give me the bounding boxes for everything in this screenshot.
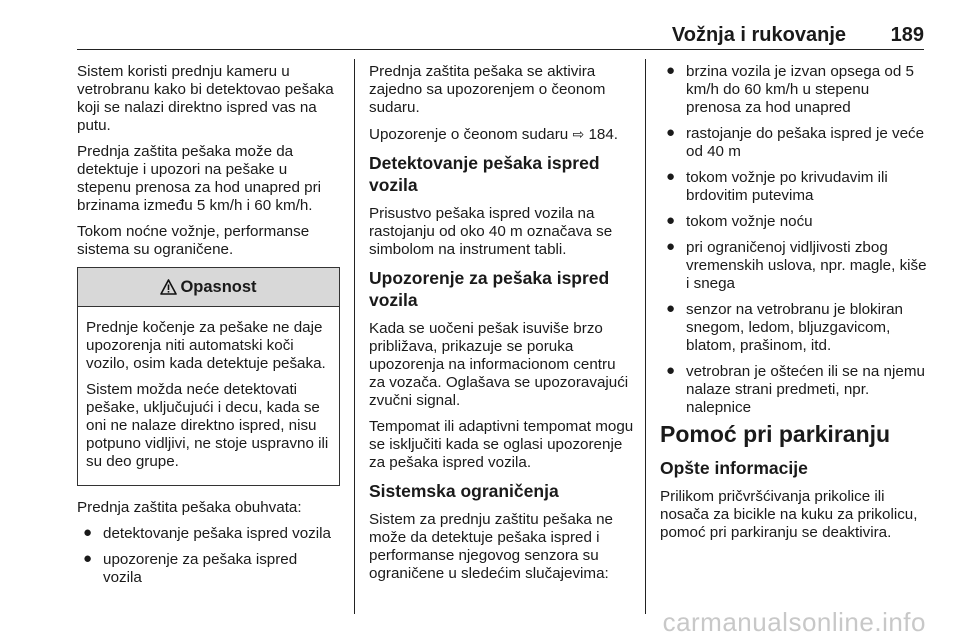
subheading: Upozorenje za pešaka ispred vozila	[369, 268, 610, 310]
list-item: ● detektovanje pešaka ispred vozila	[83, 524, 331, 542]
list-item: ● tokom vožnje po krivudavim ili brdovitim putevima	[666, 168, 888, 204]
header-rule	[77, 49, 924, 50]
bullet-icon: ●	[666, 362, 676, 379]
subheading: Detektovanje pešaka ispred vozila	[369, 153, 600, 195]
warning-triangle-icon	[160, 279, 177, 295]
subheading: Opšte informacije	[660, 458, 808, 478]
bullet-icon: ●	[666, 300, 676, 317]
list-item: ● tokom vožnje noću	[666, 212, 813, 230]
column-divider	[354, 59, 355, 614]
column-1	[77, 63, 340, 595]
paragraph: Kada se uočeni pešak isuviše brzo približava, prikazuje se poruka upozorenja na informacionom centru za vozača. Oglašava se upozoravajući zvučni signal.	[369, 320, 629, 409]
page-header	[77, 20, 924, 50]
danger-box-title: Opasnost	[180, 278, 257, 296]
list-item: ● pri ograničenoj vidljivosti zbog vremenskih uslova, npr. magle, kiše i snega	[666, 238, 927, 292]
danger-box-header	[78, 268, 339, 307]
column-divider	[645, 59, 646, 614]
paragraph: Prednja zaštita pešaka se aktivira zajedno sa upozorenjem o čeonom sudaru.	[369, 63, 606, 116]
bullet-list	[77, 525, 340, 587]
watermark: carmanualsonline.info	[662, 607, 926, 637]
danger-box	[77, 267, 340, 486]
bullet-icon: ●	[666, 62, 676, 79]
danger-box-body	[78, 307, 339, 485]
list-item: ● brzina vozila je izvan opsega od 5 km/h do 60 km/h u stepenu prenosa za hod unapred	[666, 62, 914, 116]
paragraph: Prednja zaštita pešaka može da detektuje i upozori na pešake u stepenu prenosa za hod unapred pri brzinama između 5 km/h i 60 km/h.	[77, 143, 322, 214]
subheading: Sistemska ograničenja	[369, 481, 559, 501]
cross-reference: Upozorenje o čeonom sudaru ⇨ 184.	[369, 126, 619, 143]
paragraph: Sistem za prednju zaštitu pešaka ne može da detektuje pešaka ispred i performanse njegovog senzora su ograničene u sledećim slučajevima:	[369, 511, 613, 582]
paragraph: Prisustvo pešaka ispred vozila na rastojanju od oko 40 m označava se simbolom na instrument tabli.	[369, 205, 613, 258]
paragraph: Prednja zaštita pešaka obuhvata:	[77, 499, 302, 516]
paragraph: Prednje kočenje za pešake ne daje upozorenja niti automatski koči vozilo, osim kada detektuje pešaka.	[86, 319, 326, 372]
list-item: ● upozorenje za pešaka ispred vozila	[83, 550, 298, 586]
bullet-icon: ●	[83, 550, 93, 567]
bullet-icon: ●	[666, 124, 676, 141]
paragraph: Sistem koristi prednju kameru u vetrobranu kako bi detektovao pešaka koji se nalazi direktno ispred vas na putu.	[77, 63, 334, 134]
list-item: ● vetrobran je oštećen ili se na njemu nalaze strani predmeti, npr. nalepnice	[666, 362, 925, 416]
paragraph: Sistem možda neće detektovati pešake, uključujući i decu, kada se oni ne nalaze direktno ispred, nisu potpuno vidljivi, ne stoje uspravno ili su deo grupe.	[86, 381, 329, 470]
bullet-icon: ●	[666, 212, 676, 229]
list-item: ● senzor na vetrobranu je blokiran snegom, ledom, bljuzgavicom, blatom, prašinom, itd.	[666, 300, 903, 354]
list-item: ● rastojanje do pešaka ispred je veće od 40 m	[666, 124, 925, 160]
paragraph: Tokom noćne vožnje, performanse sistema su ograničene.	[77, 223, 310, 258]
page-reference[interactable]: 184.	[588, 126, 619, 143]
bullet-icon: ●	[666, 238, 676, 255]
header-title: Vožnja i rukovanje	[671, 24, 846, 46]
page-reference-arrow-icon: ⇨	[572, 126, 585, 142]
bullet-icon: ●	[83, 524, 93, 541]
section-heading: Pomoć pri parkiranju	[660, 421, 891, 447]
page-number: 189	[890, 24, 924, 46]
column-3	[660, 63, 928, 550]
column-2	[369, 63, 635, 591]
paragraph: Prilikom pričvršćivanja prikolice ili nosača za bicikle na kuku za prikolicu, pomoć pri parkiranju se deaktivira.	[660, 488, 918, 541]
bullet-list	[660, 63, 928, 417]
bullet-icon: ●	[666, 168, 676, 185]
paragraph: Tempomat ili adaptivni tempomat mogu se isključiti kada se oglasi upozorenje za pešaka ispred vozila.	[369, 418, 634, 471]
